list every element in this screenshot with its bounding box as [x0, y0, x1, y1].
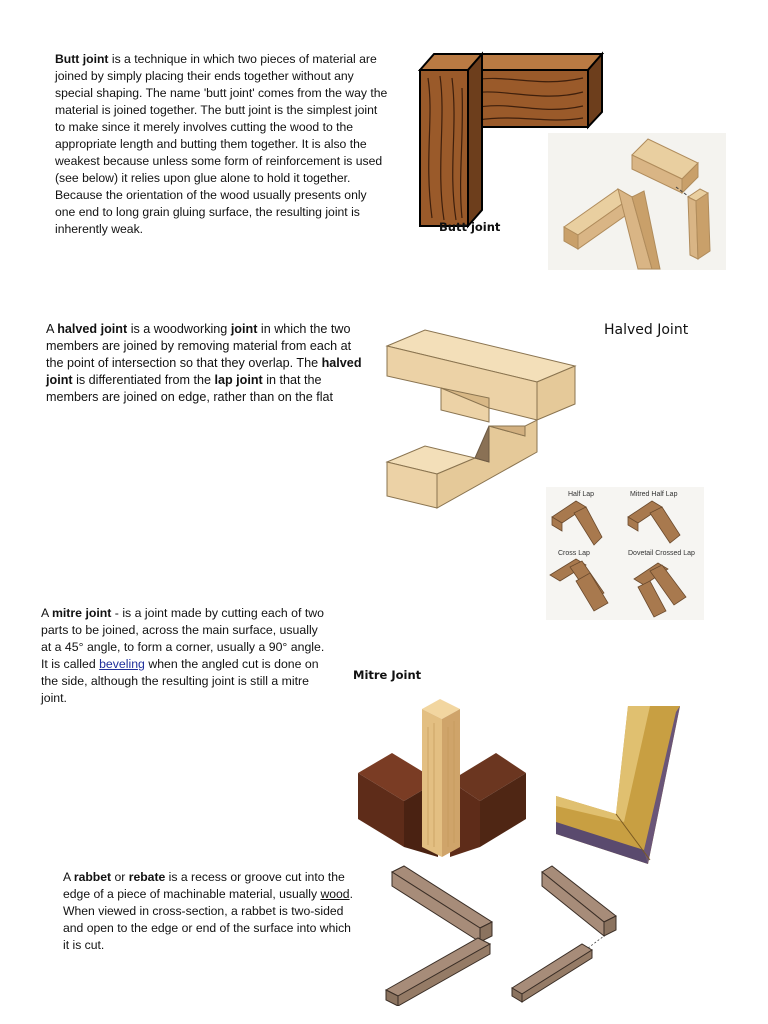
beveling-link[interactable]: beveling [99, 657, 145, 671]
butt-joint-text: is a technique in which two pieces of material are joined by simply placing their ends together without any special shaping. The name 'butt joint' comes from the way the material is joined together. The butt joint is the simplest joint to make since it merely involves cutting the wood to the appropriate length and butting them together. It is also the weakest because unless some form of reinforcement is used (see below) it relies upon glue alone to hold it together. Because the orientation of the wood usually presents only one end to long grain gluing surface, the resulting joint is inherently weak. [55, 52, 388, 236]
mitre-term: mitre joint [51, 606, 112, 620]
lap-label-0: Half Lap [568, 491, 595, 498]
halved-term-2: joint [230, 322, 258, 336]
rabbet-term-2: rebate [128, 870, 166, 884]
rabbet-text-2: or [111, 870, 129, 884]
mitre-text-3: when the angled cut is done on the side, although the resulting joint is still a mitre joint. [41, 657, 319, 705]
butt-joint-photo [548, 133, 726, 270]
butt-joint-term: Butt joint [55, 52, 109, 66]
mitre-joint-caption: Mitre Joint [353, 668, 422, 682]
lap-label-3: Dovetail Crossed Lap [628, 550, 695, 557]
mitre-text-1: A [41, 606, 52, 620]
halved-text-4: is differentiated from the [72, 373, 215, 387]
lap-joint-variants-photo [546, 487, 704, 620]
rabbet-term-1: rabbet [73, 870, 112, 884]
rabbet-text-1: A [63, 870, 74, 884]
halved-term-3: halved joint [46, 356, 362, 387]
halved-term-4: lap joint [214, 373, 263, 387]
halved-joint-illustration [385, 326, 579, 512]
rabbet-joint-illustration [382, 864, 628, 1006]
halved-text-1: A [46, 322, 58, 336]
rabbet-text-3: is a recess or groove cut into the edge of a piece of machinable material, usually [63, 870, 345, 901]
mitre-joint-paragraph [41, 605, 331, 707]
lap-label-1: Mitred Half Lap [630, 491, 678, 498]
rabbet-text-4: . When viewed in cross-section, a rabbet is two-sided and open to the edge or end of the surface into which it is cut. [63, 887, 353, 952]
halved-text-3: in which the two members are joined by removing material from each at the point of intersection so that they overlap. The [46, 322, 352, 370]
butt-joint-caption: Butt joint [439, 220, 501, 234]
halved-text-5: in that the members are joined on edge, rather than on the flat [46, 373, 334, 404]
mitre-joint-wood-render [356, 697, 528, 859]
butt-joint-paragraph [55, 51, 390, 238]
rabbet-paragraph [63, 869, 353, 954]
halved-text-2: is a woodworking [127, 322, 231, 336]
wood-link[interactable]: wood [320, 887, 350, 901]
lap-label-2: Cross Lap [558, 550, 590, 557]
halved-term-1: halved joint [57, 322, 128, 336]
halved-joint-paragraph [46, 321, 364, 406]
mitre-text-2: - is a joint made by cutting each of two parts to be joined, across the main surface, usually at a 45° angle, to form a corner, usually a 90° angle. It is called [41, 606, 325, 671]
mitre-frame-corner-photo [554, 704, 684, 866]
halved-joint-caption: Halved Joint [604, 322, 689, 338]
